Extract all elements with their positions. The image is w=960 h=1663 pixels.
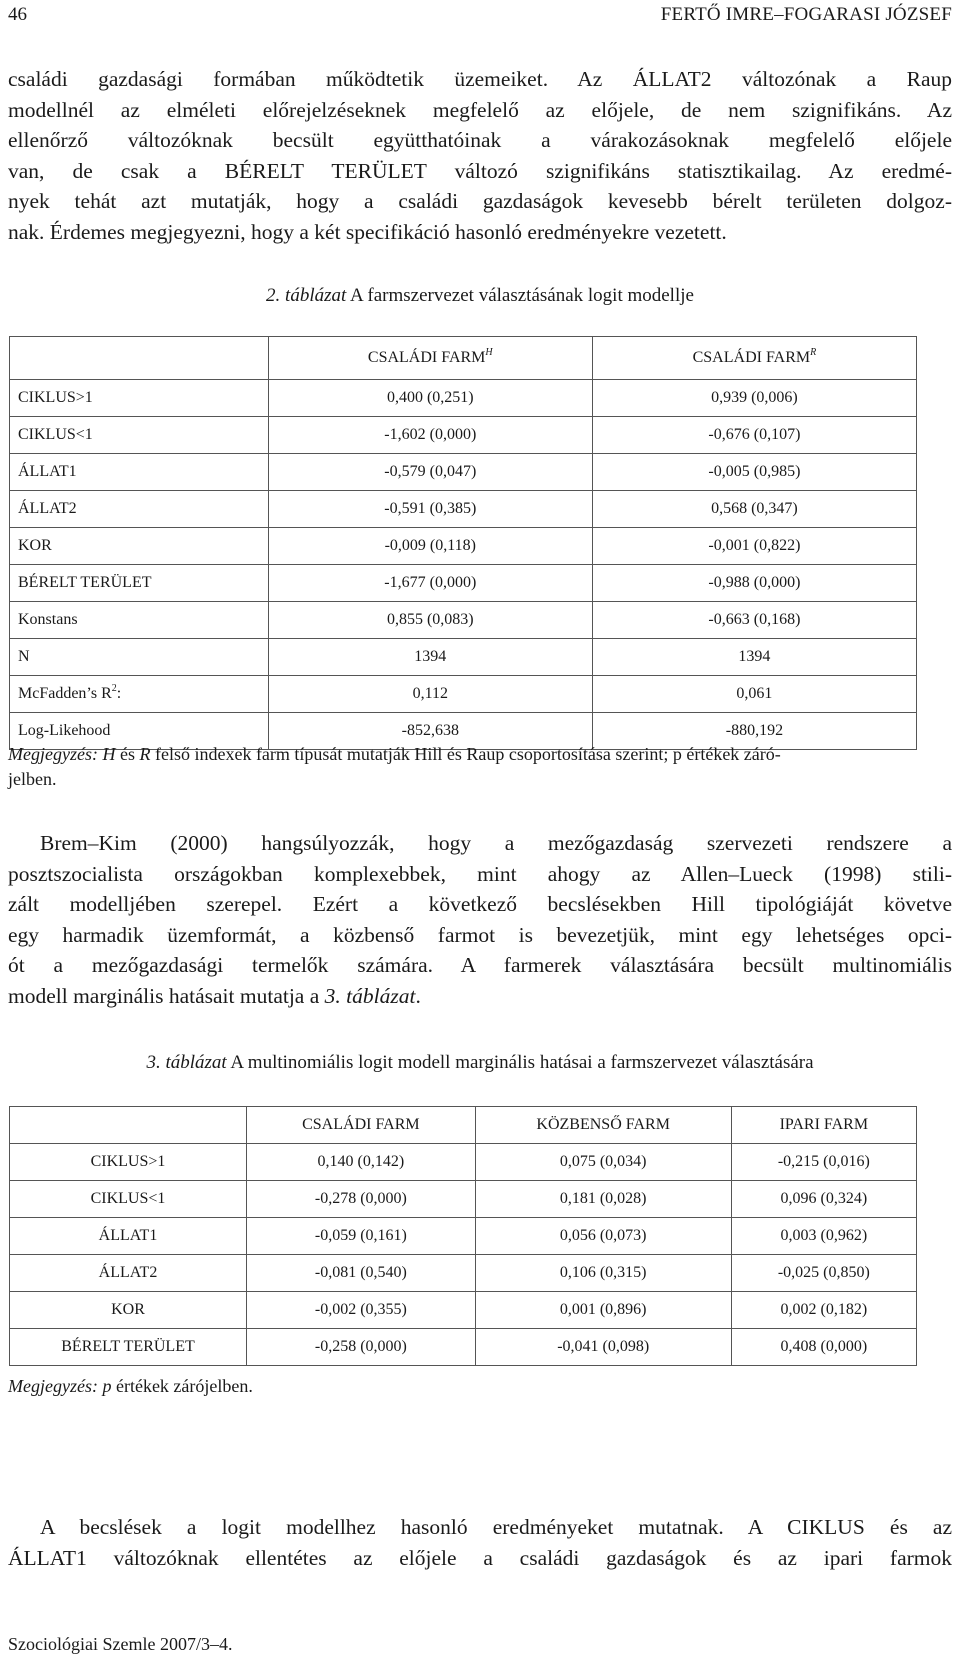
table-cell: -0,041 (0,098) xyxy=(475,1329,731,1366)
table-cell: 1394 xyxy=(592,639,916,676)
table-row xyxy=(10,1329,917,1366)
table-3-caption xyxy=(8,1052,952,1074)
text-line: nak. Érdemes megjegyezni, hogy a két specifikáció hasonló eredményekre vezetett. xyxy=(8,219,727,244)
text-line: van, de csak a BÉRELT TERÜLET változó szignifikáns statisztikailag. Az eredmé- xyxy=(8,158,952,183)
table-cell: -0,001 (0,822) xyxy=(592,528,916,565)
column-header xyxy=(592,337,916,380)
row-label: ÁLLAT2 xyxy=(10,1255,247,1292)
text-line: posztszocialista országokban komplexebbek, mint ahogy az Allen–Lueck (1998) stili- xyxy=(8,861,952,886)
note-h: H xyxy=(102,744,116,764)
row-label xyxy=(10,676,269,713)
table-row xyxy=(10,639,917,676)
table-cell: -880,192 xyxy=(592,713,916,750)
note-r: R xyxy=(139,744,151,764)
table-row xyxy=(10,1292,917,1329)
table-row xyxy=(10,491,917,528)
table-reference: 3. táblázat xyxy=(324,983,416,1008)
footer-journal: Szociológiai Szemle 2007/3–4. xyxy=(8,1634,233,1654)
row-label: KOR xyxy=(10,1292,247,1329)
table-cell: -0,663 (0,168) xyxy=(592,602,916,639)
table-cell: -0,059 (0,161) xyxy=(247,1218,476,1255)
column-superscript: R xyxy=(810,347,817,358)
paragraph-2 xyxy=(8,828,952,1011)
table-2-note xyxy=(8,742,952,792)
text-line: egy harmadik üzemformát, a közbenső farmot is bevezetjük, mint egy lehetséges opci- xyxy=(8,922,952,947)
table-cell: -0,009 (0,118) xyxy=(268,528,592,565)
row-label: N xyxy=(10,639,269,676)
text-line: zált modelljében szerepel. Ezért a következő becslésekben Hill tipológiáját követve xyxy=(8,892,952,916)
table-cell: -0,579 (0,047) xyxy=(268,454,592,491)
row-label: ÁLLAT2 xyxy=(10,491,269,528)
table-cell: -0,591 (0,385) xyxy=(268,491,592,528)
note-label: Megjegyzés: p xyxy=(8,1376,112,1396)
table-cell: 0,112 xyxy=(268,676,592,713)
row-label-text: McFadden’s R xyxy=(18,685,112,702)
table-row xyxy=(10,1218,917,1255)
paragraph-1 xyxy=(8,64,952,247)
table-cell: -852,638 xyxy=(268,713,592,750)
table-cell: 0,568 (0,347) xyxy=(592,491,916,528)
table-cell: -0,215 (0,016) xyxy=(731,1144,916,1181)
table-cell: 0,075 (0,034) xyxy=(475,1144,731,1181)
row-label: ÁLLAT1 xyxy=(10,1218,247,1255)
row-label: ÁLLAT1 xyxy=(10,454,269,491)
table-cell: 0,001 (0,896) xyxy=(475,1292,731,1329)
row-label: CIKLUS>1 xyxy=(10,380,269,417)
table-cell: -0,258 (0,000) xyxy=(247,1329,476,1366)
text-line xyxy=(8,981,952,1012)
row-label: BÉRELT TERÜLET xyxy=(10,565,269,602)
table-header-row xyxy=(10,337,917,380)
table-cell: 0,002 (0,182) xyxy=(731,1292,916,1329)
running-head: FERTŐ IMRE–FOGARASI JÓZSEF xyxy=(660,4,952,25)
column-header: CSALÁDI FARM xyxy=(247,1107,476,1144)
table-cell: -1,602 (0,000) xyxy=(268,417,592,454)
table-cell: -0,002 (0,355) xyxy=(247,1292,476,1329)
table-cell: 0,400 (0,251) xyxy=(268,380,592,417)
table-cell: 0,106 (0,315) xyxy=(475,1255,731,1292)
table-row xyxy=(10,528,917,565)
table-cell: 0,003 (0,962) xyxy=(731,1218,916,1255)
table-cell: -0,676 (0,107) xyxy=(592,417,916,454)
table-cell: -0,278 (0,000) xyxy=(247,1181,476,1218)
header-empty-cell xyxy=(10,1107,247,1144)
row-label: Konstans xyxy=(10,602,269,639)
row-label: CIKLUS<1 xyxy=(10,1181,247,1218)
row-label: CIKLUS<1 xyxy=(10,417,269,454)
note-text: felső indexek farm típusát mutatják Hill és Raup csoportosítása szerint; p értékek záró- xyxy=(150,744,781,764)
row-label-superscript: 2 xyxy=(111,683,117,694)
row-label: Log-Likehood xyxy=(10,713,269,750)
text-line: ÁLLAT1 változóknak ellentétes az előjele a családi gazdaságok és az ipari farmok xyxy=(8,1545,952,1570)
text-line: A becslések a logit modellhez hasonló eredményeket mutatnak. A CIKLUS és az xyxy=(40,1515,952,1539)
note-text: értékek zárójelben. xyxy=(111,1376,253,1396)
caption-text: A multinomiális logit modell marginális hatásai a farmszervezet választására xyxy=(226,1052,814,1073)
column-header: KÖZBENSŐ FARM xyxy=(475,1107,731,1144)
caption-label: 2. táblázat xyxy=(266,285,347,306)
row-label: KOR xyxy=(10,528,269,565)
page-number: 46 xyxy=(8,4,27,25)
paragraph-3 xyxy=(8,1512,952,1573)
column-label: CSALÁDI FARM xyxy=(367,349,486,366)
table-row xyxy=(10,676,917,713)
table-3 xyxy=(9,1106,917,1366)
table-2-caption xyxy=(0,285,960,307)
caption-label: 3. táblázat xyxy=(146,1052,227,1073)
table-row xyxy=(10,1181,917,1218)
text-line: ót a mezőgazdasági termelők számára. A farmerek választására becsült multinomiális xyxy=(8,953,952,977)
text-fragment: modell marginális hatásait mutatja a xyxy=(8,983,325,1008)
note-label: Megjegyzés: xyxy=(8,744,98,764)
table-cell: 0,056 (0,073) xyxy=(475,1218,731,1255)
note-and: és xyxy=(115,744,140,764)
table-row xyxy=(10,602,917,639)
caption-text: A farmszervezet választásának logit modellje xyxy=(346,285,694,306)
table-cell: -0,081 (0,540) xyxy=(247,1255,476,1292)
column-header xyxy=(268,337,592,380)
table-cell: 0,061 xyxy=(592,676,916,713)
row-label: BÉRELT TERÜLET xyxy=(10,1329,247,1366)
table-2 xyxy=(9,336,917,750)
table-row xyxy=(10,380,917,417)
table-cell: 0,855 (0,083) xyxy=(268,602,592,639)
note-text-continued: jelben. xyxy=(8,769,57,789)
text-line: családi gazdasági formában működtetik üzemeiket. Az ÁLLAT2 változónak a Raup xyxy=(8,67,952,91)
column-superscript: H xyxy=(485,347,493,358)
table-cell: 0,939 (0,006) xyxy=(592,380,916,417)
table-cell: -0,005 (0,985) xyxy=(592,454,916,491)
column-header: IPARI FARM xyxy=(731,1107,916,1144)
table-row xyxy=(10,1255,917,1292)
table-cell: -0,025 (0,850) xyxy=(731,1255,916,1292)
table-row xyxy=(10,454,917,491)
table-row xyxy=(10,565,917,602)
text-fragment: . xyxy=(415,983,421,1008)
column-label: CSALÁDI FARM xyxy=(692,349,811,366)
table-cell: 0,096 (0,324) xyxy=(731,1181,916,1218)
table-header-row xyxy=(10,1107,917,1144)
text-line: nyek tehát azt mutatják, hogy a családi gazdaságok kevesebb bérelt területen dolgoz- xyxy=(8,189,952,213)
table-row xyxy=(10,417,917,454)
table-cell: 0,140 (0,142) xyxy=(247,1144,476,1181)
table-cell: 0,181 (0,028) xyxy=(475,1181,731,1218)
text-line: modellnél az elméleti előrejelzéseknek megfelelő az előjele, de nem szignifikáns. Az xyxy=(8,97,952,122)
table-row xyxy=(10,1144,917,1181)
table-3-note xyxy=(8,1374,952,1399)
text-line: Brem–Kim (2000) hangsúlyozzák, hogy a mezőgazdaság szervezeti rendszere a xyxy=(40,831,952,855)
header-empty-cell xyxy=(10,337,269,380)
text-line: ellenőrző változóknak becsült együtthatóinak a várakozásoknak megfelelő előjele xyxy=(8,128,952,152)
table-cell: -1,677 (0,000) xyxy=(268,565,592,602)
row-label-suffix: : xyxy=(116,685,122,702)
table-cell: 1394 xyxy=(268,639,592,676)
table-cell: -0,988 (0,000) xyxy=(592,565,916,602)
row-label: CIKLUS>1 xyxy=(10,1144,247,1181)
table-cell: 0,408 (0,000) xyxy=(731,1329,916,1366)
